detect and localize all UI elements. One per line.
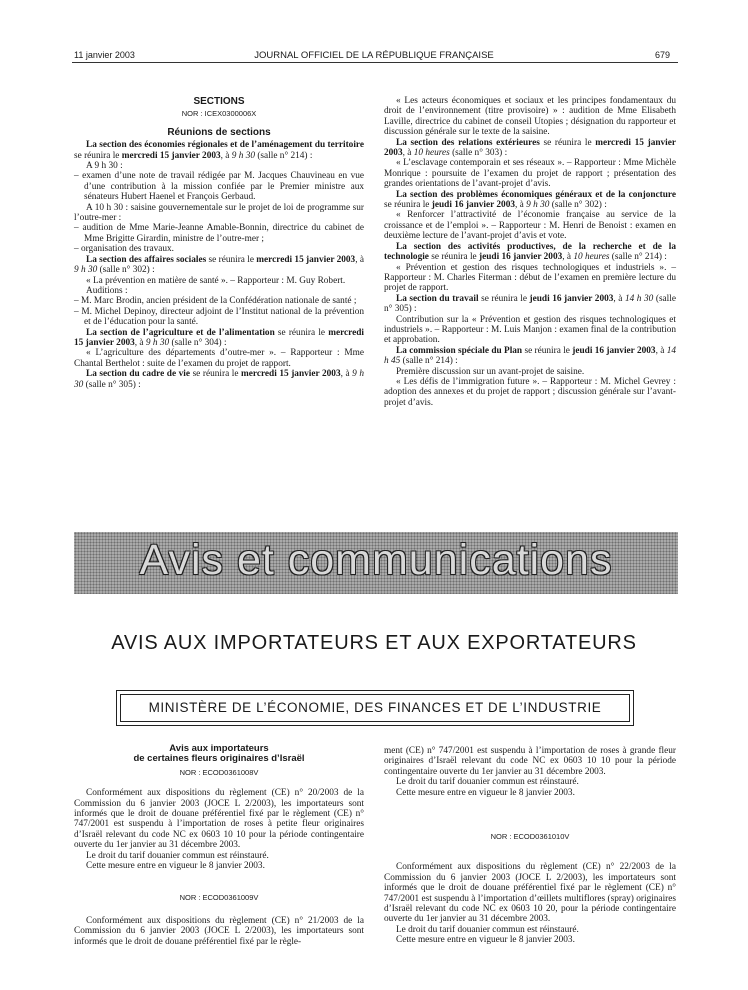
- sections-text-fragment: 9 h 30: [74, 265, 98, 276]
- avis-paragraph-1: Conformément aux dispositions du règlement (CE) n° 20/2003 de la Commission du 6 janvier 2003 (JOCE L 2/2003), les importateurs sont informés que le droit de douane préférentiel fixé par le règlement (CE) n° 747/2001 est suspendu à l’importation de roses à petite fleur originaires d’Israël relevant du code NC ex 0603 10 10 pour la période contingentaire ouverte du 1er janvier au 31 décembre 2003.: [74, 788, 364, 851]
- avis-right-paragraph-6: Cette mesure entre en vigueur le 8 janvier 2003.: [396, 935, 575, 946]
- journal-title: JOURNAL OFFICIEL DE LA RÉPUBLIQUE FRANÇAISE: [254, 50, 494, 61]
- sections-text-fragment: 14 h 45: [384, 345, 676, 367]
- sections-text-fragment: (salle n° 304) :: [169, 337, 227, 348]
- sections-text-fragment: , à: [220, 150, 232, 161]
- sections-text-fragment: se réunira le: [539, 137, 596, 148]
- avis-nor-2: NOR : ECOD0361009V: [179, 893, 259, 903]
- ministry-box: MINISTÈRE DE L’ÉCONOMIE, DES FINANCES ET DE L’INDUSTRIE: [120, 694, 630, 722]
- sections-paragraph: – examen d’une note de travail rédigée par M. Jacques Chauvineau en vue d’une contribution à la mission confiée par le Premier ministre aux sénateurs Hubert Haenel et François Gerbaud.: [74, 171, 364, 203]
- sections-text-fragment: , à: [613, 293, 625, 304]
- main-title: AVIS AUX IMPORTATEURS ET AUX EXPORTATEURS: [111, 632, 637, 654]
- sections-paragraph: – M. Michel Depinoy, directeur adjoint de l’Institut national de la prévention et de l’éducation pour la santé.: [74, 306, 364, 328]
- sections-text-fragment: se réunira le: [384, 200, 432, 211]
- sections-text-fragment: (salle n° 303) :: [449, 148, 508, 159]
- sections-paragraph: « L’agriculture des départements d’outre-mer ». – Rapporteur : Mme Chantal Berthelot : suite de l’examen du projet de rapport.: [74, 348, 364, 369]
- banner-text: Avis et communications: [139, 536, 613, 584]
- sections-text-fragment: mercredi 15 janvier 2003: [121, 150, 221, 161]
- sections-text-fragment: 10 heures: [413, 148, 450, 159]
- sections-right-column: [384, 96, 676, 408]
- sections-text-fragment: se réunira le: [206, 254, 257, 265]
- sections-text-fragment: 9 h 30: [145, 337, 170, 348]
- sections-text-fragment: 10 heures: [573, 252, 610, 263]
- sections-text-fragment: (salle n° 214) :: [400, 356, 458, 367]
- sections-paragraph: [384, 294, 676, 315]
- sections-text-fragment: La section des affaires sociales: [86, 254, 207, 265]
- sections-paragraph: [384, 242, 676, 263]
- sections-text-fragment: mercredi 15 janvier 2003: [241, 369, 341, 380]
- avis-paragraph-2: Le droit du tarif douanier commun est réinstauré.: [86, 850, 269, 861]
- sections-paragraph: [74, 140, 364, 161]
- sections-text-fragment: jeudi 16 janvier 2003: [431, 200, 516, 211]
- avis-title-line1: Avis aux importateurs: [169, 743, 269, 754]
- sections-text-fragment: , à: [402, 148, 414, 159]
- sections-subtitle: Réunions de sections: [167, 126, 271, 138]
- sections-paragraph: [74, 328, 364, 349]
- avis-right-paragraph-4: Conformément aux dispositions du règlement (CE) n° 22/2003 de la Commission du 6 janvier 2003 (JOCE L 2/2003), les importateurs sont informés que le droit de douane préférentiel fixé par le règlement (CE) n° 747/2001 est suspendu à l’importation d’œillets multiflores (spray) originaires d’Israël relevant du code NC ex 0603 10 20, pour la période contingentaire ouverte du 1er janvier au 31 décembre 2003.: [384, 862, 676, 925]
- sections-text-fragment: mercredi 15 janvier 2003: [256, 254, 356, 265]
- sections-text-fragment: La section des économies régionales et de l’aménagement du territoire: [86, 140, 364, 151]
- sections-paragraph: « L’esclavage contemporain et ses réseaux ». – Rapporteur : Mme Michèle Monrique : poursuite de l’examen du projet de rapport ; présentation des grandes orientations de l’avant-projet d’avis.: [384, 158, 676, 190]
- sections-text-fragment: La section des relations extérieures: [396, 137, 540, 148]
- sections-text-fragment: se réunira le: [428, 252, 480, 263]
- sections-text-fragment: 9 h 30: [526, 200, 550, 211]
- header-rule: [72, 62, 678, 63]
- avis-paragraph-3: Cette mesure entre en vigueur le 8 janvier 2003.: [86, 861, 265, 872]
- avis-nor-1: NOR : ECOD0361008V: [179, 767, 259, 777]
- sections-paragraph: Première discussion sur un avant-projet de saisine.: [396, 366, 585, 377]
- sections-text-fragment: La section de l’agriculture et de l’alimentation: [86, 327, 275, 338]
- sections-left-column: [74, 94, 364, 390]
- sections-text-fragment: , à: [355, 254, 365, 265]
- sections-paragraph: [384, 346, 676, 367]
- sections-text-fragment: La section des problèmes économiques généraux et de la conjoncture: [396, 189, 676, 200]
- header-date: 11 janvier 2003: [74, 50, 135, 60]
- avis-paragraph-4: Conformément aux dispositions du règlement (CE) n° 21/2003 de la Commission du 6 janvier 2003 (JOCE L 2/2003), les importateurs sont informés que le droit de douane préférentiel fixé par le règle-: [74, 915, 364, 947]
- sections-left-paragraphs: [74, 140, 364, 390]
- avis-left-column: [74, 744, 364, 947]
- sections-paragraph: – M. Marc Brodin, ancien président de la Confédération nationale de santé ;: [74, 296, 357, 307]
- sections-text-fragment: mercredi 15 janvier 2003: [384, 137, 676, 159]
- sections-paragraph: A 10 h 30 : saisine gouvernementale sur le projet de loi de programme sur l’outre-mer :: [74, 202, 364, 224]
- sections-text-fragment: 14 h 30: [624, 293, 654, 304]
- sections-text-fragment: se réunira le: [190, 369, 242, 380]
- sections-paragraph: « Les défis de l’immigration future ». – Rapporteur : M. Michel Gevrey : adoption des annexes et du projet de rapport ; discussion générale sur l’avant-projet d’avis.: [384, 376, 676, 408]
- sections-text-fragment: 9 h 30: [74, 369, 365, 390]
- sections-text-fragment: La section du travail: [396, 293, 479, 304]
- sections-text-fragment: se réunira le: [522, 345, 573, 356]
- avis-right-paragraph-1: ment (CE) n° 747/2001 est suspendu à l’importation de roses à grande fleur originaires d’Israël relevant du code NC ex 0603 10 10 pour la période contingentaire ouverte du 1er janvier au 31 décembre 2003.: [384, 746, 676, 777]
- page-number: 679: [655, 50, 671, 60]
- sections-paragraph: « La prévention en matière de santé ». – Rapporteur : M. Guy Robert.: [86, 275, 346, 286]
- sections-text-fragment: (salle n° 214) :: [609, 252, 667, 263]
- sections-text-fragment: jeudi 16 janvier 2003: [529, 293, 614, 304]
- sections-text-fragment: , à: [340, 369, 353, 380]
- sections-text-fragment: (salle n° 302) :: [549, 200, 607, 211]
- sections-paragraph: [384, 190, 676, 211]
- sections-text-fragment: , à: [655, 345, 667, 356]
- sections-paragraph: [74, 369, 364, 390]
- sections-text-fragment: (salle n° 305) :: [384, 293, 676, 315]
- sections-paragraph: A 9 h 30 :: [86, 161, 123, 172]
- sections-text-fragment: La commission spéciale du Plan: [396, 345, 523, 356]
- sections-paragraph: « Renforcer l’attractivité de l’économie française au service de la croissance et de l’emploi ». – Rapporteur : M. Henri de Benoist : examen en deuxième lecture de l’avant-projet d’avis et vote.: [384, 210, 676, 242]
- sections-paragraph: Auditions :: [86, 285, 128, 296]
- sections-text-fragment: se réunira le: [274, 327, 329, 338]
- sections-paragraph: « Prévention et gestion des risques technologiques et industriels ». – Rapporteur : M. Charles Fiterman : début de l’examen en première lecture du projet de rapport.: [384, 262, 676, 294]
- sections-text-fragment: jeudi 16 janvier 2003: [479, 252, 563, 263]
- sections-paragraph: « Les acteurs économiques et sociaux et les principes fondamentaux du droit de l’environnement (titre provisoire) » : audition de Mme Elisabeth Laville, directrice du cabinet de conseil Utopies ; désignation du rapporteur et discussion générale sur le texte de la saisine.: [384, 96, 676, 138]
- avis-communications-banner: [74, 532, 678, 594]
- avis-right-paragraph-5: Le droit du tarif douanier commun est réinstauré.: [396, 924, 579, 935]
- sections-text-fragment: 9 h 30: [231, 150, 256, 161]
- sections-text-fragment: La section du cadre de vie: [86, 369, 191, 380]
- sections-paragraph: [74, 255, 364, 276]
- sections-right-paragraphs: [384, 96, 676, 408]
- sections-title: SECTIONS: [193, 96, 245, 107]
- avis-right-column: [384, 746, 676, 946]
- avis-right-paragraph-3: Cette mesure entre en vigueur le 8 janvier 2003.: [396, 787, 575, 798]
- sections-nor: NOR : ICEX0300006X: [181, 109, 257, 119]
- sections-paragraph: – audition de Mme Marie-Jeanne Amable-Bonnin, directrice du cabinet de Mme Brigitte Girardin, ministre de l’outre-mer ;: [74, 223, 364, 244]
- sections-text-fragment: , à: [134, 337, 146, 348]
- sections-paragraph: [384, 138, 676, 159]
- sections-text-fragment: jeudi 16 janvier 2003: [572, 345, 656, 356]
- sections-text-fragment: (salle n° 302) :: [97, 265, 155, 276]
- sections-text-fragment: mercredi 15 janvier 2003: [74, 327, 364, 348]
- sections-text-fragment: La section des activités productives, de la recherche et de la technologie: [384, 241, 676, 263]
- sections-text-fragment: (salle n° 305) :: [83, 379, 141, 390]
- sections-text-fragment: se réunira le: [478, 293, 530, 304]
- sections-paragraph: Contribution sur la « Prévention et gestion des risques technologiques et industriels ». – Rapporteur : M. Luis Manjon : examen final de la contribution et approbation.: [384, 314, 676, 346]
- sections-paragraph: – organisation des travaux.: [74, 244, 175, 255]
- sections-text-fragment: se réunira le: [74, 150, 122, 161]
- avis-title-line2: de certaines fleurs originaires d’Israël: [133, 753, 305, 765]
- sections-text-fragment: , à: [515, 200, 527, 211]
- sections-text-fragment: (salle n° 214) :: [255, 150, 313, 161]
- avis-right-paragraph-2: Le droit du tarif douanier commun est réinstauré.: [396, 777, 579, 788]
- avis-nor-3: NOR : ECOD0361010V: [490, 832, 570, 842]
- sections-text-fragment: , à: [562, 252, 574, 263]
